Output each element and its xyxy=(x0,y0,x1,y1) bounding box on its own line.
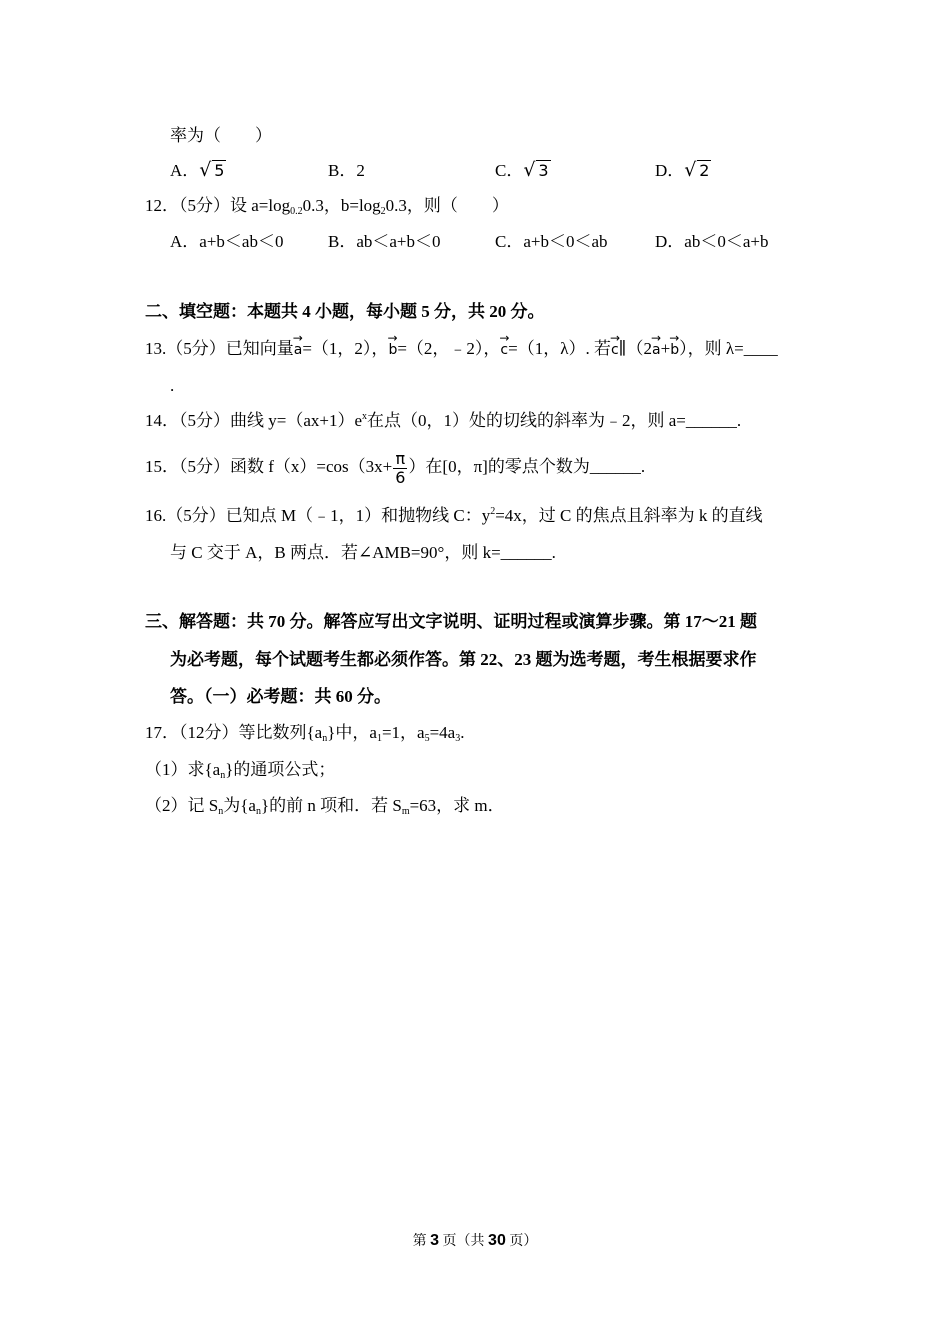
section-3-heading-line2: 为必考题，每个试题考生都必须作答。第 22、23 题为选考题，考生根据要求作 xyxy=(170,650,757,669)
q17-stem: 17．（12分）等比数列$\{a_n\}$中，$a_1=1$，$a_5=4a_3$. xyxy=(145,723,465,744)
section-3-heading-line1: 三、解答题：共 70 分。解答应写出文字说明、证明过程或演算步骤。第 17～21 题 xyxy=(145,612,757,631)
q16-stem: 16.（5分）已知点 M（﹣1，1）和抛物线 C：$y^2=4x$，过 C 的焦点且斜率为 k 的直线 xyxy=(145,506,763,525)
q17-part2: （2）记 $S_n$为$\{a_n\}$的前 n 项和．若 $S_m=63$，求 m． xyxy=(145,796,505,817)
q17-part1: （1）求$\{a_n\}$的通项公式； xyxy=(145,760,336,781)
q15-stem: 15．（5分）函数 f（x）=cos（3x+ $\frac{\pi}{6}$ ）在[0，π]的零点个数为______. xyxy=(145,448,646,487)
q12-option-b: B．ab＜a+b＜0 xyxy=(328,232,441,251)
q12-option-d: D．ab＜0＜a+b xyxy=(655,232,769,251)
total-pages: 30 xyxy=(488,1232,506,1249)
q12-stem: 12．（5分）设 $a=\log_{0.2}0.3$，$b=\log_20.3$，则（ ） xyxy=(145,196,509,217)
q12-option-c: C．a+b＜0＜ab xyxy=(495,232,608,251)
q16-line2: 与 C 交于 A，B 两点．若∠AMB=90°，则 k=______. xyxy=(170,543,556,562)
q13-continuation: . xyxy=(170,376,175,395)
page-footer: 第 3 页（共 30 页） xyxy=(412,1232,538,1249)
section-2-heading: 二、填空题：本题共 4 小题，每小题 5 分，共 20 分。 xyxy=(145,302,545,321)
q11-option-c: C．√ 3 xyxy=(495,160,551,182)
q13-stem: 13.（5分）已知向量→ a=（1，2），→ b=（2，﹣2），→ c=（1，λ）. 若→ c∥（2→ a+→ b），则 λ=____ xyxy=(145,338,778,361)
q11-option-b: B．2 xyxy=(328,161,365,180)
q11-option-a: A．√ 5 xyxy=(170,160,226,182)
current-page-number: 3 xyxy=(430,1232,440,1249)
q12-option-a: A．a+b＜ab＜0 xyxy=(170,232,284,251)
pi-over-six-fraction: $\frac{\pi}{6}$ xyxy=(395,448,406,487)
q14-stem: 14．（5分）曲线 $y=(ax+1)e^x$在点（0，1）处的切线的斜率为﹣2，则 a=______. xyxy=(145,411,742,430)
q11-option-d: D．√ 2 xyxy=(655,160,711,182)
section-3-heading-line3: 答。（一）必考题：共 60 分。 xyxy=(170,687,391,706)
q11-tail: 率为（ ） xyxy=(170,126,272,145)
